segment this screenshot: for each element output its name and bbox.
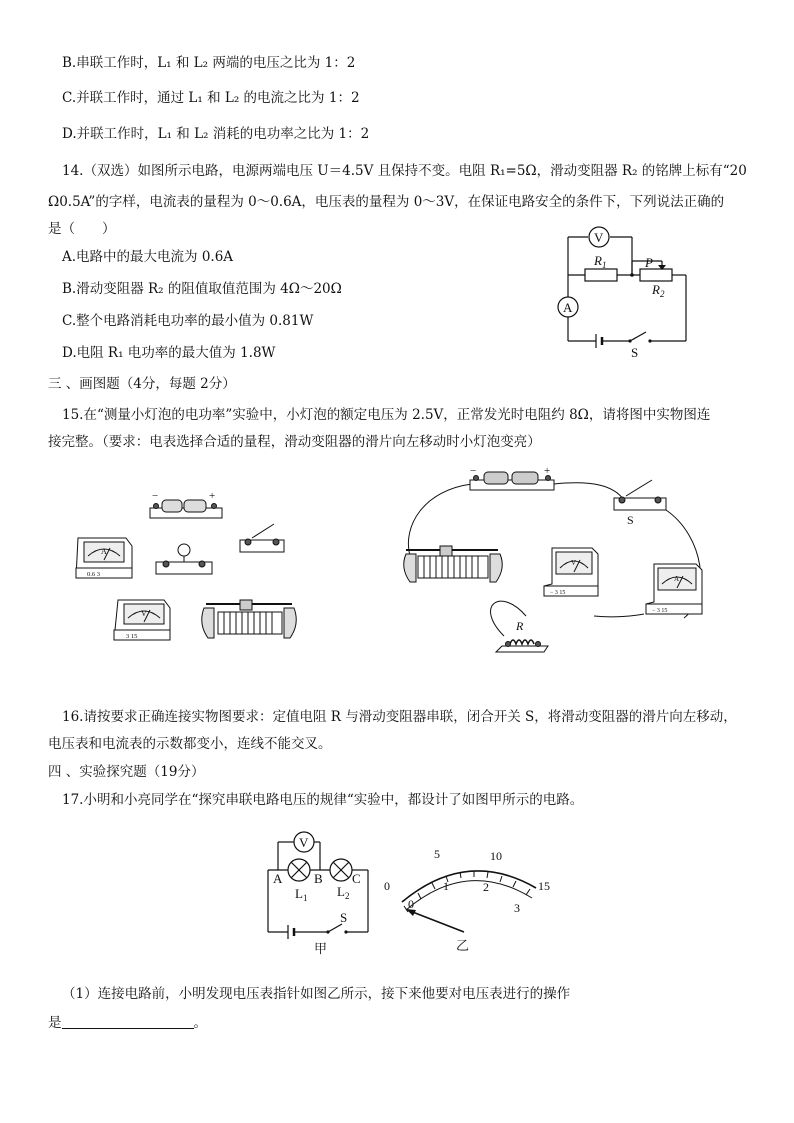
q14-stem-line1: 14.（双选）如图所示电路，电源两端电压 U＝4.5V 且保持不变。电阻 R₁=5Ω，滑动变阻器 R₂ 的铭牌上标有“20: [62, 163, 747, 179]
q17-fig-yi: [380, 840, 560, 955]
q16-line1: 16.请按要求正确连接实物图要求：定值电阻 R 与滑动变阻器串联，闭合开关 S，将滑动变阻器的滑片向左移动，: [62, 709, 737, 725]
q14-option-c: C.整个电路消耗电功率的最小值为 0.81W: [62, 313, 314, 329]
answer-blank[interactable]: [62, 1014, 194, 1029]
yi-outer-5: 5: [434, 847, 440, 861]
yi-inner-1: 1: [443, 879, 449, 893]
q16-battery: [470, 472, 554, 490]
q16-battery-minus: −: [470, 465, 477, 477]
q17-part1-line1: （1）连接电路前，小明发现电压表指针如图乙所示，接下来他要对电压表进行的操作: [62, 986, 571, 1002]
q14-voltmeter-label: V: [594, 230, 604, 245]
q14-stem-line2: Ω0.5A”的字样，电流表的量程为 0～0.6A，电压表的量程为 0～3V，在保证电路安全的条件下，下列说法正确的: [48, 194, 725, 210]
q16-line2: 电压表和电流表的示数都变小，连线不能交叉。: [48, 736, 332, 752]
q17-part1-line2: [48, 1014, 207, 1032]
section4-heading: 四 、实验探究题（19分）: [48, 764, 205, 780]
q17-part1-prefix: 是: [48, 1015, 62, 1031]
q15-switch: [240, 524, 284, 552]
q15-line1: 15.在“测量小灯泡的电功率”实验中，小灯泡的额定电压为 2.5V，正常发光时电阻约 8Ω，请将图中实物图连: [62, 407, 711, 423]
yi-inner-2: 2: [483, 880, 489, 894]
q15-rheostat: [202, 600, 297, 638]
q15-voltmeter: [114, 600, 170, 640]
jia-point-b: B: [314, 871, 323, 886]
q13-option-d: D.并联工作时，L₁ 和 L₂ 消耗的电功率之比为 1：2: [62, 126, 370, 142]
q15-ammeter-terminals: 0.6 3: [87, 571, 100, 578]
q15-ammeter: [76, 538, 132, 578]
q16-voltmeter-letter: V: [571, 559, 577, 567]
q17-stem: 17.小明和小亮同学在“探究串联电路电压的规律“实验中，都设计了如图甲所示的电路。: [62, 792, 584, 808]
q15-battery: [150, 500, 222, 518]
q14-r1-label: $R_1$: [594, 253, 607, 270]
jia-point-c: C: [352, 871, 361, 886]
jia-l1-label: $L_1$: [295, 886, 308, 903]
yi-outer-0: 0: [384, 879, 390, 893]
yi-inner-3: 3: [514, 901, 520, 915]
jia-point-a: A: [273, 871, 283, 886]
q13-option-b: B.串联工作时，L₁ 和 L₂ 两端的电压之比为 1：2: [62, 55, 356, 71]
jia-caption: 甲: [314, 941, 328, 956]
q16-ammeter: [646, 564, 702, 614]
q16-voltmeter-terminals: − 3 15: [550, 590, 566, 596]
jia-l2-label: $L_2$: [337, 884, 350, 901]
q17-part1-suffix: 。: [193, 1015, 207, 1031]
q15-battery-minus: −: [152, 490, 159, 502]
q14-switch-label: S: [631, 345, 639, 360]
q16-switch-label: S: [627, 513, 634, 527]
q16-battery-plus: +: [544, 465, 551, 477]
q15-battery-plus: +: [209, 490, 216, 502]
q15-voltmeter-terminals: 3 15: [126, 633, 138, 640]
q14-r2-label: $R_2$: [652, 282, 665, 299]
q16-switch: [614, 480, 666, 510]
q16-apparatus-figure: [404, 466, 714, 664]
q14-stem-line3: 是（ ）: [48, 221, 116, 237]
q14-option-d: D.电阻 R₁ 电功率的最大值为 1.8W: [62, 345, 276, 361]
jia-switch-label: S: [340, 910, 348, 925]
q16-rheostat: [404, 546, 503, 582]
q15-ammeter-letter: A: [101, 547, 107, 556]
q14-option-a: A.电路中的最大电流为 0.6A: [62, 249, 234, 265]
yi-outer-10: 10: [490, 849, 502, 863]
jia-voltmeter-label: V: [299, 835, 309, 850]
q16-voltmeter: [544, 548, 598, 596]
q14-ammeter-label: A: [563, 300, 573, 315]
q13-option-c: C.并联工作时，通过 L₁ 和 L₂ 的电流之比为 1：2: [62, 90, 360, 106]
q14-circuit-diagram: [550, 225, 700, 365]
q16-ammeter-terminals: − 3 15: [652, 608, 668, 614]
q15-line2: 接完整。（要求：电表选择合适的量程，滑动变阻器的滑片向左移动时小灯泡变亮）: [48, 434, 541, 450]
yi-caption: 乙: [456, 938, 470, 953]
q14-option-b: B.滑动变阻器 R₂ 的阻值取值范围为 4Ω～20Ω: [62, 281, 342, 297]
yi-inner-0: 0: [408, 897, 414, 911]
q16-ammeter-letter: A: [674, 575, 680, 583]
q17-fig-jia: [262, 830, 382, 960]
section3-heading: 三 、画图题（4分，每题 2分）: [48, 376, 236, 392]
q16-resistor-label: R: [516, 619, 524, 633]
q14-slider-label: P: [645, 255, 653, 270]
q15-voltmeter-letter: V: [141, 609, 147, 618]
q15-lamp: [156, 544, 212, 574]
yi-outer-15: 15: [538, 879, 550, 893]
q15-apparatus-figure: [70, 490, 310, 650]
q16-resistor: [496, 640, 548, 652]
